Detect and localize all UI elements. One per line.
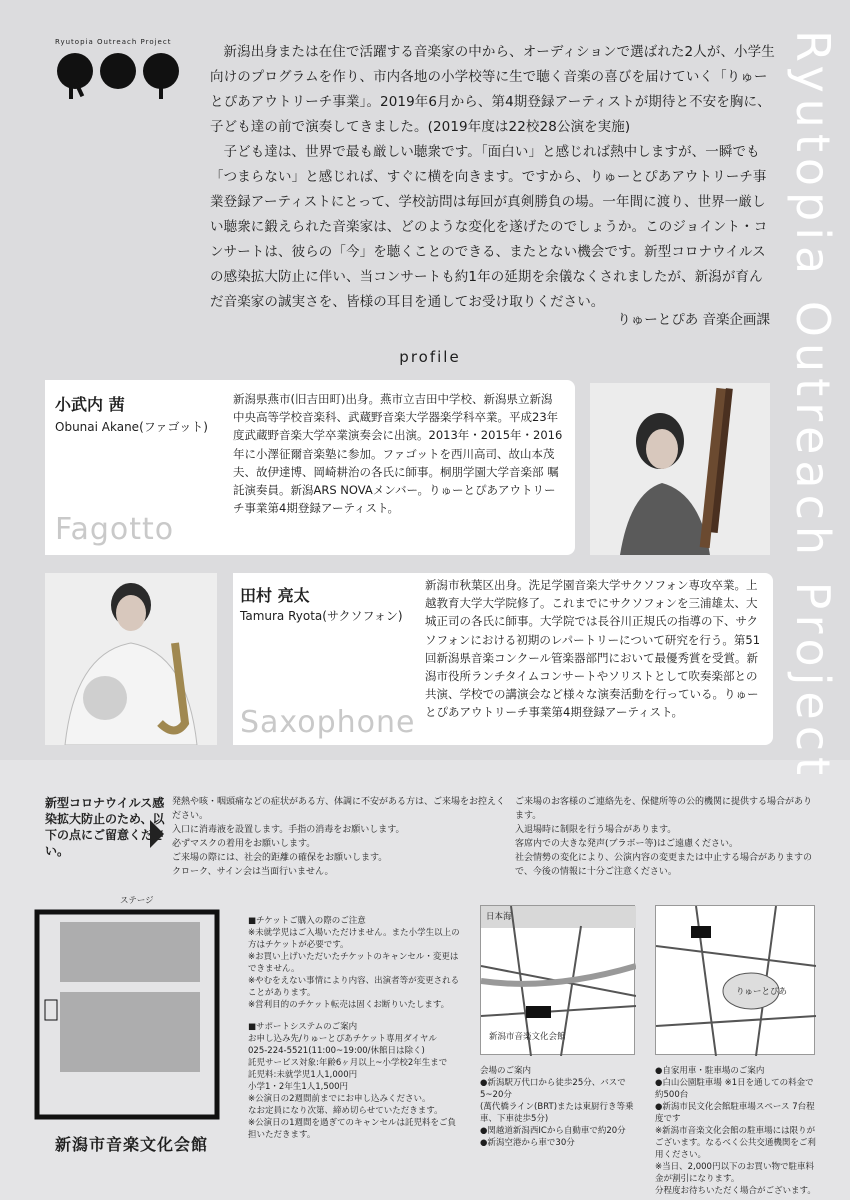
parking-line: ※新潟市音楽文化会館の駐車場には限りがございます。なるべく公共交通機関をご利用ください。 xyxy=(655,1126,816,1160)
covid-item: クローク、サイン会は当面行いません。 xyxy=(172,867,334,877)
covid-item: ご来場の際には、社会的距離の確保をお願いします。 xyxy=(172,853,388,863)
covid-right-list xyxy=(515,795,815,879)
access-line: ●関越道新潟西ICから自動車で約20分 xyxy=(480,1126,626,1136)
intro-text xyxy=(210,40,775,315)
parking-line: ●白山公園駐車場 ※1日を通しての料金で約500台 xyxy=(655,1078,814,1100)
covid-item: 必ずマスクの着用をお願いします。 xyxy=(172,839,316,849)
covid-left-list xyxy=(172,795,507,879)
ticket-heading: ■チケットご購入の際のご注意 xyxy=(248,916,366,926)
artist-name: 田村 亮太 xyxy=(240,586,310,605)
detail-map-image xyxy=(656,906,816,1056)
ticket-note: ※営利目的のチケット転売は固くお断りいたします。 xyxy=(248,1000,450,1010)
support-line: 025-224-5521(11:00~19:00/休館日は除く) xyxy=(248,1046,425,1056)
intro-paragraph-2: 子ども達は、世界で最も厳しい聴衆です。「面白い」と感じれば熱中しますが、一瞬でも「つまらない」と感じれば、すぐに横を向きます。ですから、りゅーとぴあアウトリーチ事業登録アーティストにとって、学校訪問は毎回が真剣勝負の場。一年間に渡り、世界一厳しい聴衆に鍛えられた音楽家は、どのような変化を遂げたのでしょうか。このジョイント・コンサートは、彼らの「今」を聴くことのできる、またとない機会です。新型コロナウイルスの感染拡大防止に伴い、当コンサートも約1年の延期を余儀なくされましたが、新潟が育んだ音楽家の誠実さを、皆様の耳目を通してお受け取りください。 xyxy=(210,144,768,310)
seating-chart-image xyxy=(25,900,230,1125)
access-info xyxy=(480,1065,640,1149)
access-line: ●新潟空港から車で30分 xyxy=(480,1138,575,1148)
detail-map xyxy=(655,905,815,1055)
support-line: 託児サービス対象:年齢6ヶ月以上~小学校2年生まで xyxy=(248,1058,448,1068)
saxophone-player-image xyxy=(45,573,217,745)
venue-label: 新潟市音楽文化会館 xyxy=(489,1032,566,1042)
support-line: 託児料:未就学児1人1,000円 xyxy=(248,1070,358,1080)
profile-heading: profile xyxy=(399,348,461,366)
covid-item: 社会情勢の変化により、公演内容の変更または中止する場合がありますので、今後の情報に十分ご注意ください。 xyxy=(515,853,813,877)
access-line: (萬代橋ライン(BRT)または東厨行き等乗車、下車徒歩5分) xyxy=(480,1102,634,1124)
artist-photo-tamura xyxy=(45,573,217,745)
ticket-note: ※お買い上げいただいたチケットのキャンセル・変更はできません。 xyxy=(248,952,459,974)
arrow-icon xyxy=(150,820,164,848)
instrument-label: Saxophone xyxy=(240,705,416,740)
artist-romaji: Tamura Ryota(サクソフォン) xyxy=(240,609,403,623)
artist-photo-obunai xyxy=(590,383,770,555)
vertical-title xyxy=(780,30,840,782)
covid-heading: 新型コロナウイルス感染拡大防止のため、以下の点にご留意ください。 xyxy=(45,796,166,858)
parking-line: ※当日、2,000円以下のお買い物で駐車料金が割引になります。 xyxy=(655,1162,814,1184)
bassoon-player-image xyxy=(590,383,770,555)
sea-label: 日本海 xyxy=(486,912,512,922)
artist-bio: 新潟県燕市(旧吉田町)出身。燕市立吉田中学校、新潟県立新潟中央高等学校音楽科、武蔵野音楽大学器楽学科卒業。平成23年度武蔵野音楽大学卒業演奏会に出演。2013年・2015年・2016年に小澤征爾音楽塾に参加。ファゴットを西川高司、故山本茂夫、故伊達博、岡崎耕治の各氏に師事。桐朋学園大学音楽部 嘱託演奏員。新潟ARS NOVAメンバー。りゅーとぴあアウトリーチ事業第4期登録アーティスト。 xyxy=(233,392,563,516)
covid-item: 入口に消毒液を設置します。手指の消毒をお願いします。 xyxy=(172,825,405,835)
support-heading: ■サポートシステムのご案内 xyxy=(248,1022,358,1032)
access-line: ●新潟駅万代口から徒歩25分、バスで5~20分 xyxy=(480,1078,626,1100)
parking-heading: ●自家用車・駐車場のご案内 xyxy=(655,1066,765,1076)
intro-signature: りゅーとぴあ 音楽企画課 xyxy=(617,312,770,328)
covid-item: 入退場時に制限を行う場合があります。 xyxy=(515,825,677,835)
ticket-note: ※未就学児はご入場いただけません。また小学生以上の方はチケットが必要です。 xyxy=(248,928,460,950)
logo-mark-icon xyxy=(55,46,185,101)
support-line: お申し込み先/りゅーとぴあチケット専用ダイヤル xyxy=(248,1034,437,1044)
support-line: なお定員になり次第、締め切らせていただきます。 xyxy=(248,1106,443,1116)
seating-chart xyxy=(25,896,230,1125)
area-map xyxy=(480,905,635,1055)
stage-label: ステージ xyxy=(120,896,154,906)
support-line: 小学1・2年生1人1,500円 xyxy=(248,1082,349,1092)
intro-paragraph-1: 新潟出身または在住で活躍する音楽家の中から、オーディションで選ばれた2人が、小学生向けのプログラムを作り、市内各地の小学校等に生で聴く音楽の喜びを届けていく「りゅーとぴあアウトリーチ事業」。2019年6月から、第4期登録アーティストが期待と不安を胸に、子ども達の前で演奏してきました。(2019年度は22校28公演を実施) xyxy=(210,44,775,135)
ryutopia-logo xyxy=(55,38,190,108)
access-heading: 会場のご案内 xyxy=(480,1066,532,1076)
hall-name: 新潟市音楽文化会館 xyxy=(55,1135,209,1154)
support-line: ※公演日の1週間を過ぎてのキャンセルは託児料をご負担いただきます。 xyxy=(248,1118,457,1140)
covid-item: 客席内での大きな発声(ブラボー等)はご遠慮ください。 xyxy=(515,839,739,849)
artist-name: 小武内 茜 xyxy=(55,395,125,414)
hall-map-label: りゅーとぴあ xyxy=(736,987,788,997)
artist-bio: 新潟市秋葉区出身。洗足学園音楽大学サクソフォン専攻卒業。上越教育大学大学院修了。これまでにサクソフォンを三浦雄太、大城正司の各氏に師事。大学院では長谷川正規氏の指導の下、サクソフォンにおける初期のレパートリーについて研究を行う。第51回新潟県音楽コンクール管楽器部門において最優秀賞を受賞。新潟市役所ランチタイムコンサートやソリストとして吹奏楽部との共演、学校での講演会など様々な演奏活動を行っている。りゅーとぴあアウトリーチ事業第4期登録アーティスト。 xyxy=(425,578,761,720)
covid-item: ご来場のお客様のご連絡先を、保健所等の公的機関に提供する場合があります。 xyxy=(515,797,813,821)
covid-item: 発熱や咳・咽頭痛などの症状がある方、体調に不安がある方は、ご来場をお控えください。 xyxy=(172,797,506,821)
artist-romaji: Obunai Akane(ファゴット) xyxy=(55,420,208,434)
parking-line: 分程度お待ちいただく場合がございます。 xyxy=(655,1186,816,1196)
parking-line: ●新潟市民文化会館駐車場スペース 7台程度です xyxy=(655,1102,815,1124)
instrument-label: Fagotto xyxy=(55,512,175,547)
parking-info xyxy=(655,1065,820,1197)
logo-caption: Ryutopia Outreach Project xyxy=(55,38,172,46)
vertical-title-text: Ryutopia Outreach Project xyxy=(786,30,840,782)
support-line: ※公演日の2週間前までにお申し込みください。 xyxy=(248,1094,431,1104)
ticket-note: ※やむをえない事情により内容、出演者等が変更されることがあります。 xyxy=(248,976,460,998)
ticket-notes xyxy=(248,915,463,1141)
